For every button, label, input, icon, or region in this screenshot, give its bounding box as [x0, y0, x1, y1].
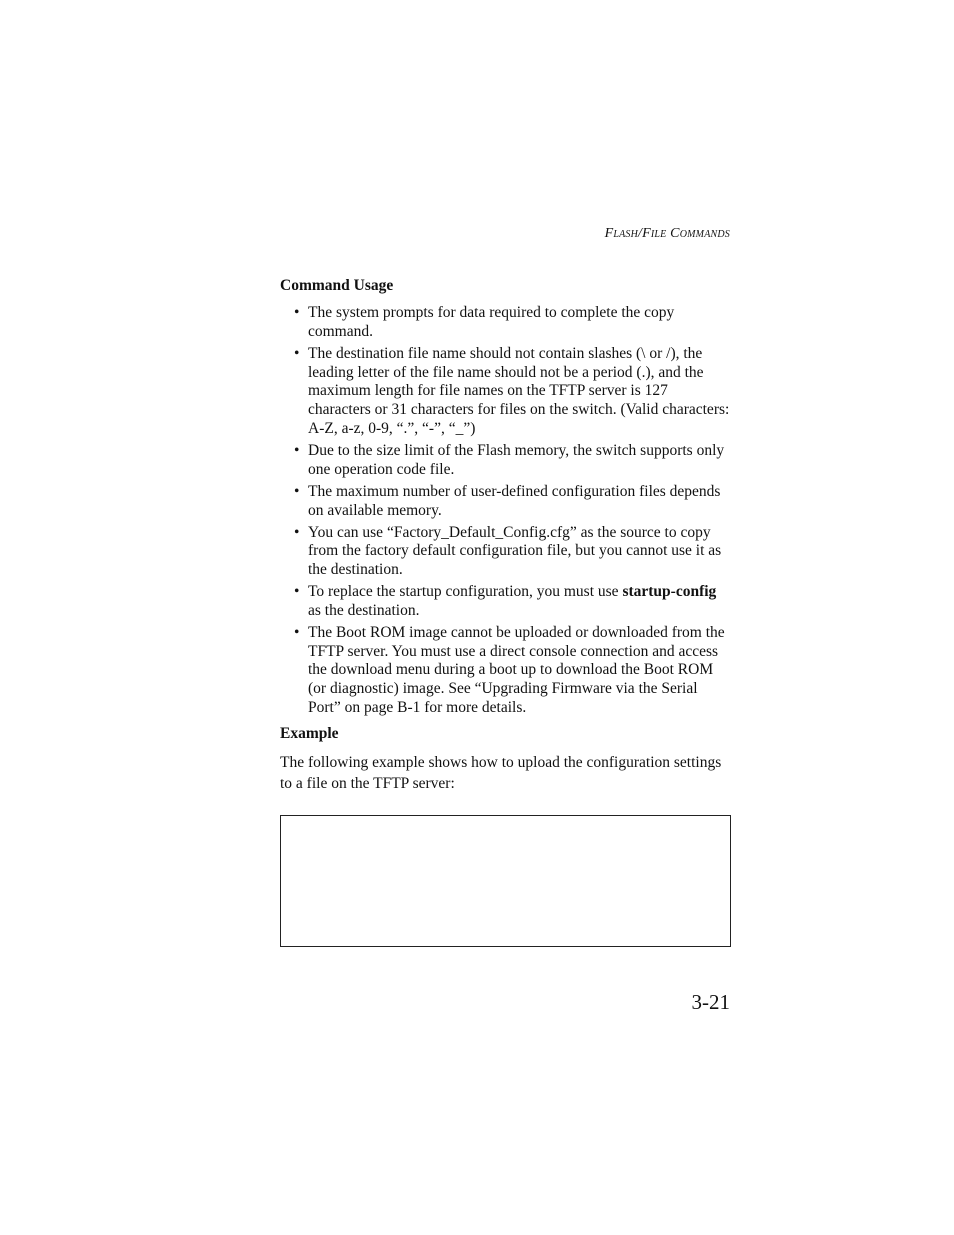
list-item-text-prefix: To replace the startup configuration, you must use: [308, 583, 623, 601]
list-item: [280, 624, 732, 718]
list-item: [280, 345, 732, 439]
list-item-text: The Boot ROM image cannot be uploaded or downloaded from the TFTP server. You must use a direct console connection and access the download menu during a boot up to download the Boot ROM (or diagnostic) image. See “Upgrading Firmware via the Serial Port” on page B-1 for more details.: [308, 623, 725, 717]
running-header: Flash/File Commands: [604, 226, 730, 241]
bullet-icon: •: [294, 441, 300, 459]
list-item: [280, 524, 732, 580]
list-item: [280, 304, 732, 342]
list-item-text: The maximum number of user-defined configuration files depends on available memory.: [308, 482, 721, 519]
page-number: 3-21: [691, 990, 730, 1014]
list-item-text: Due to the size limit of the Flash memory, the switch supports only one operation code file.: [308, 441, 725, 478]
list-item-text-suffix: as the destination.: [308, 601, 420, 619]
example-heading: Example: [280, 724, 339, 742]
list-item-text: The system prompts for data required to complete the copy command.: [308, 304, 675, 340]
bullet-icon: •: [294, 344, 300, 362]
command-usage-heading: Command Usage: [280, 277, 394, 294]
bullet-icon: •: [294, 304, 300, 321]
bullet-icon: •: [294, 583, 300, 601]
list-item: [280, 442, 732, 480]
bullet-icon: •: [294, 523, 300, 541]
startup-config-command: startup-config: [622, 583, 717, 601]
command-usage-list: [280, 304, 732, 718]
list-item-text: You can use “Factory_Default_Config.cfg” as the source to copy from the factory default configuration file, but you cannot use it as the destination.: [308, 523, 722, 579]
page-content: [280, 276, 732, 794]
example-code-box: [280, 815, 731, 947]
example-description: The following example shows how to upload the configuration settings to a file on the TFTP server:: [280, 753, 722, 792]
list-item: [280, 583, 732, 621]
bullet-icon: •: [294, 623, 300, 641]
list-item: [280, 483, 732, 521]
bullet-icon: •: [294, 482, 300, 500]
list-item-text: The destination file name should not contain slashes (\ or /), the leading letter of the file name should not be a period (.), and the maximum length for file names on the TFTP server is 127 characters or 31 characters for files on the switch. (Valid characters: A-Z, a-z, 0-9, “.”, “-”, “_”): [308, 344, 730, 437]
